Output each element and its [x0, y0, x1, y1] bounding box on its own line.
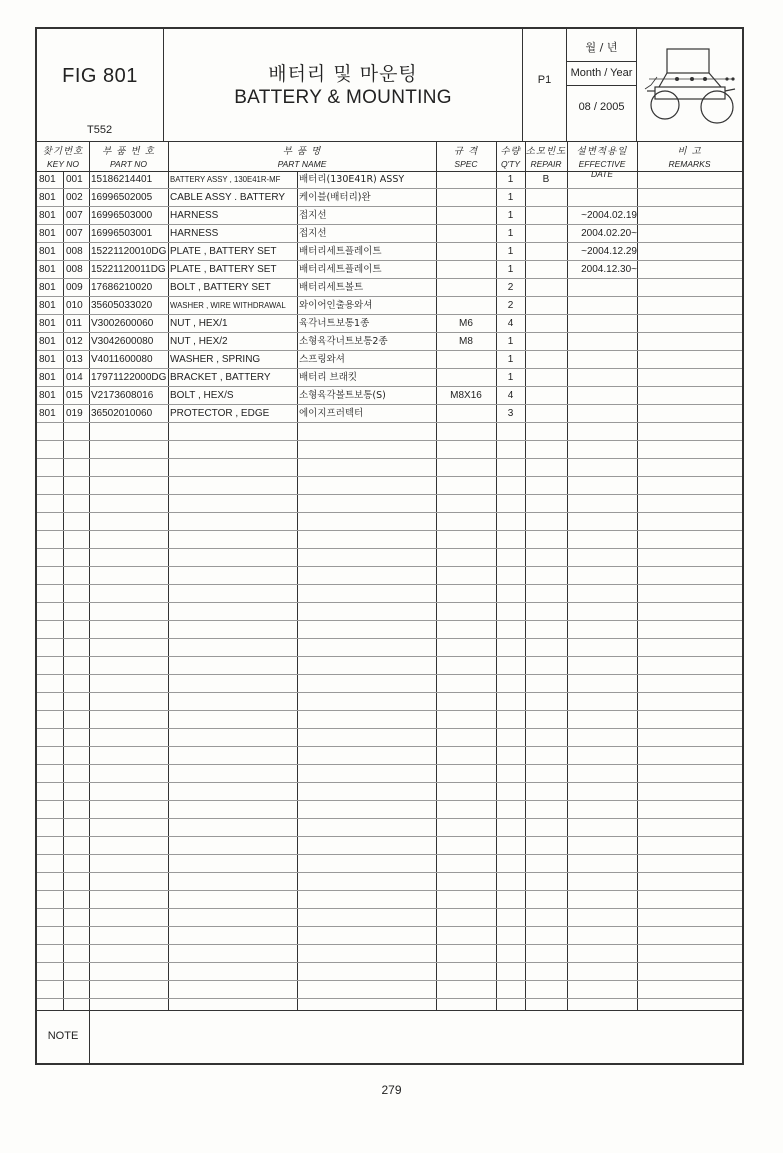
cell-spec: M8 [459, 336, 473, 347]
cell-part-no: 16996502005 [91, 192, 153, 203]
cell-remarks [639, 225, 742, 242]
cell-spec [436, 243, 496, 260]
cell-name-en: PROTECTOR , EDGE [170, 408, 270, 419]
empty-table-row [37, 711, 742, 729]
empty-table-row [37, 729, 742, 747]
cell-k1: 801 [39, 192, 56, 203]
cell-qty: 1 [507, 210, 514, 221]
cell-name-en: WASHER , WIRE WITHDRAWAL [170, 301, 286, 310]
cell-repair [525, 351, 567, 368]
parts-list-sheet [35, 27, 744, 1065]
cell-qty: 1 [507, 336, 514, 347]
cell-spec [436, 405, 496, 422]
cell-repair [525, 297, 567, 314]
cell-k2: 019 [66, 408, 83, 419]
cell-k1: 801 [39, 408, 56, 419]
empty-table-row [37, 423, 742, 441]
cell-name-en: WASHER , SPRING [170, 354, 261, 365]
date-value: 08 / 2005 [578, 101, 625, 113]
cell-name-kr: 접지선 [299, 228, 327, 239]
cell-repair [525, 405, 567, 422]
cell-part-no: 16996503000 [91, 210, 153, 221]
cell-spec [436, 171, 496, 188]
cell-qty: 1 [507, 228, 514, 239]
cell-part-no: 15221120010DG [91, 246, 167, 257]
cell-name-kr: 배터리 브래킷 [299, 372, 358, 383]
cell-repair: B [542, 174, 550, 185]
cell-eff: ~2004.12.29 [581, 246, 637, 257]
cell-k1: 801 [39, 228, 56, 239]
cell-part-no: 36502010060 [91, 408, 153, 419]
date-label-english: Month / Year [570, 67, 633, 79]
cell-qty: 4 [507, 390, 514, 401]
cell-repair [525, 189, 567, 206]
cell-k2: 009 [66, 282, 83, 293]
cell-k2: 008 [66, 246, 83, 257]
table-row [37, 207, 742, 225]
table-row [37, 387, 742, 405]
cell-qty: 1 [507, 354, 514, 365]
empty-table-row [37, 945, 742, 963]
cell-eff [568, 297, 637, 314]
cell-k1: 801 [39, 300, 56, 311]
title-english: BATTERY & MOUNTING [234, 87, 452, 108]
cell-part-no: 15221120011DG [91, 264, 166, 275]
cell-eff [568, 279, 637, 296]
cell-spec [436, 279, 496, 296]
table-row [37, 351, 742, 369]
cell-name-kr: 육각너트보통1종 [299, 318, 370, 329]
cell-spec [436, 189, 496, 206]
empty-table-row [37, 657, 742, 675]
empty-table-row [37, 765, 742, 783]
cell-repair [525, 333, 567, 350]
empty-table-row [37, 477, 742, 495]
date-label-korean: 월 / 년 [585, 41, 618, 54]
cell-part-no: 17686210020 [91, 282, 153, 293]
cell-part-no: V4011600080 [91, 354, 153, 365]
cell-remarks [639, 243, 742, 260]
cell-k2: 001 [66, 174, 83, 185]
page-code: P1 [537, 74, 552, 86]
cell-remarks [639, 369, 742, 386]
empty-table-row [37, 909, 742, 927]
cell-name-en: CABLE ASSY . BATTERY [170, 192, 286, 203]
cell-name-kr: 배터리세트볼트 [299, 282, 364, 293]
col-part-name: 부 품 명 PART NAME [277, 146, 327, 169]
cell-k2: 014 [66, 372, 83, 383]
cell-eff: ~2004.02.19 [581, 210, 637, 221]
cell-part-no: V3042600080 [91, 336, 154, 347]
cell-qty: 1 [507, 192, 514, 203]
cell-k2: 007 [66, 210, 83, 221]
col-spec: 규 격 SPEC [453, 146, 479, 169]
cell-name-en: NUT , HEX/2 [170, 336, 228, 347]
cell-repair [525, 279, 567, 296]
empty-table-row [37, 675, 742, 693]
cell-qty: 4 [507, 318, 514, 329]
table-row [37, 315, 742, 333]
cell-part-no: 16996503001 [91, 228, 153, 239]
empty-table-row [37, 441, 742, 459]
empty-table-row [37, 837, 742, 855]
note-section [37, 1010, 742, 1063]
cell-qty: 1 [507, 174, 514, 185]
cell-eff [568, 333, 637, 350]
table-row [37, 171, 742, 189]
cell-k1: 801 [39, 246, 56, 257]
empty-table-row [37, 819, 742, 837]
cell-remarks [639, 171, 742, 188]
table-row [37, 225, 742, 243]
empty-table-row [37, 585, 742, 603]
cell-name-kr: 접지선 [299, 210, 327, 221]
date-cell [567, 29, 637, 141]
cell-name-en: HARNESS [170, 228, 219, 239]
cell-eff [568, 171, 637, 188]
cell-repair [525, 387, 567, 404]
cell-remarks [639, 405, 742, 422]
cell-repair [525, 207, 567, 224]
empty-table-row [37, 783, 742, 801]
empty-table-row [37, 531, 742, 549]
cell-name-en: BOLT , HEX/S [170, 390, 234, 401]
sheet-header [37, 29, 742, 142]
empty-table-row [37, 891, 742, 909]
cell-k2: 010 [66, 300, 83, 311]
cell-name-kr: 에이지프러텍터 [299, 408, 364, 419]
model-code: T552 [87, 124, 113, 136]
tractor-battery-diagram-icon [637, 29, 742, 141]
cell-name-en: BATTERY ASSY , 130E41R-MF [170, 175, 281, 184]
title-korean: 배터리 및 마운팅 [268, 63, 418, 85]
cell-k2: 008 [66, 264, 83, 275]
cell-k1: 801 [39, 354, 56, 365]
cell-name-en: BRACKET , BATTERY [170, 372, 271, 383]
cell-spec [436, 225, 496, 242]
cell-spec [436, 351, 496, 368]
cell-repair [525, 225, 567, 242]
empty-table-row [37, 693, 742, 711]
table-row [37, 333, 742, 351]
cell-name-en: HARNESS [170, 210, 219, 221]
cell-part-no: V3002600060 [91, 318, 154, 329]
cell-eff [568, 405, 637, 422]
cell-remarks [639, 297, 742, 314]
cell-eff [568, 369, 637, 386]
col-repair: 소모빈도 REPAIR [525, 146, 567, 169]
cell-repair [525, 243, 567, 260]
cell-name-kr: 배터리(130E41R) ASSY [299, 174, 405, 185]
cell-remarks [639, 189, 742, 206]
cell-name-en: PLATE , BATTERY SET [170, 264, 277, 275]
cell-remarks [639, 387, 742, 404]
cell-eff [568, 387, 637, 404]
cell-qty: 1 [507, 372, 514, 383]
cell-name-kr: 와이어인출용와셔 [299, 300, 373, 311]
cell-eff [568, 189, 637, 206]
cell-spec [436, 297, 496, 314]
cell-k1: 801 [39, 318, 56, 329]
empty-table-row [37, 963, 742, 981]
cell-name-en: BOLT , BATTERY SET [170, 282, 271, 293]
cell-part-no: 15186214401 [91, 174, 153, 185]
cell-remarks [639, 351, 742, 368]
cell-spec [436, 207, 496, 224]
cell-remarks [639, 279, 742, 296]
page-code-cell [523, 29, 567, 141]
cell-name-en: PLATE , BATTERY SET [170, 246, 277, 257]
cell-name-kr: 스프링와셔 [299, 354, 345, 365]
table-row [37, 261, 742, 279]
cell-repair [525, 261, 567, 278]
empty-table-row [37, 549, 742, 567]
empty-table-row [37, 639, 742, 657]
cell-qty: 3 [507, 408, 514, 419]
cell-qty: 2 [507, 282, 514, 293]
cell-part-no: 17971122000DG [91, 372, 167, 383]
cell-spec: M8X16 [450, 390, 482, 401]
table-row [37, 189, 742, 207]
cell-qty: 1 [507, 246, 514, 257]
empty-table-row [37, 603, 742, 621]
cell-k2: 002 [66, 192, 83, 203]
cell-repair [525, 369, 567, 386]
figure-cell [37, 29, 164, 141]
cell-repair [525, 315, 567, 332]
cell-name-kr: 소형육각볼트보통(S) [299, 390, 386, 401]
cell-k1: 801 [39, 174, 56, 185]
cell-remarks [639, 315, 742, 332]
cell-k2: 007 [66, 228, 83, 239]
cell-k1: 801 [39, 390, 56, 401]
col-key-no: 찾기번호 KEY NO [42, 146, 84, 169]
cell-name-kr: 배터리세트플레이트 [299, 246, 382, 257]
cell-eff: 2004.12.30~ [581, 264, 637, 275]
empty-table-row [37, 495, 742, 513]
note-label: NOTE [37, 1010, 90, 1063]
cell-eff [568, 315, 637, 332]
col-effective-date: 설변적용일 EFFECTIVE DATE [576, 146, 628, 179]
cell-k1: 801 [39, 336, 56, 347]
empty-table-row [37, 459, 742, 477]
cell-eff: 2004.02.20~ [581, 228, 637, 239]
cell-part-no: V2173608016 [91, 390, 154, 401]
cell-k1: 801 [39, 210, 56, 221]
col-qty: 수량 Q'TY [500, 146, 521, 169]
cell-remarks [639, 261, 742, 278]
empty-table-row [37, 567, 742, 585]
table-row [37, 405, 742, 423]
cell-k1: 801 [39, 282, 56, 293]
table-row [37, 243, 742, 261]
table-row [37, 279, 742, 297]
empty-table-row [37, 513, 742, 531]
col-part-no: 부 품 번 호 PART NO [102, 146, 155, 169]
col-remarks: 비 고 REMARKS [668, 146, 711, 169]
title-cell [164, 29, 523, 141]
cell-k2: 015 [66, 390, 83, 401]
empty-table-row [37, 873, 742, 891]
cell-eff [568, 351, 637, 368]
cell-name-kr: 배터리세트플레이트 [299, 264, 382, 275]
cell-part-no: 35605033020 [91, 300, 153, 311]
table-row [37, 369, 742, 387]
cell-qty: 2 [507, 300, 514, 311]
cell-name-kr: 소형육각너트보통2종 [299, 336, 388, 347]
table-row [37, 297, 742, 315]
cell-k1: 801 [39, 372, 56, 383]
cell-qty: 1 [507, 264, 514, 275]
empty-table-row [37, 855, 742, 873]
parts-table-body [37, 171, 742, 1011]
empty-table-row [37, 621, 742, 639]
cell-name-en: NUT , HEX/1 [170, 318, 228, 329]
cell-name-kr: 케이블(배터리)완 [299, 192, 371, 203]
cell-k1: 801 [39, 264, 56, 275]
cell-remarks [639, 333, 742, 350]
cell-k2: 013 [66, 354, 83, 365]
cell-spec [436, 261, 496, 278]
cell-spec: M6 [459, 318, 473, 329]
empty-table-row [37, 981, 742, 999]
empty-table-row [37, 927, 742, 945]
cell-k2: 012 [66, 336, 83, 347]
figure-number: FIG 801 [62, 65, 138, 87]
cell-k2: 011 [66, 318, 82, 329]
cell-remarks [639, 207, 742, 224]
page-number: 279 [381, 1083, 402, 1097]
empty-table-row [37, 801, 742, 819]
empty-table-row [37, 747, 742, 765]
cell-spec [436, 369, 496, 386]
